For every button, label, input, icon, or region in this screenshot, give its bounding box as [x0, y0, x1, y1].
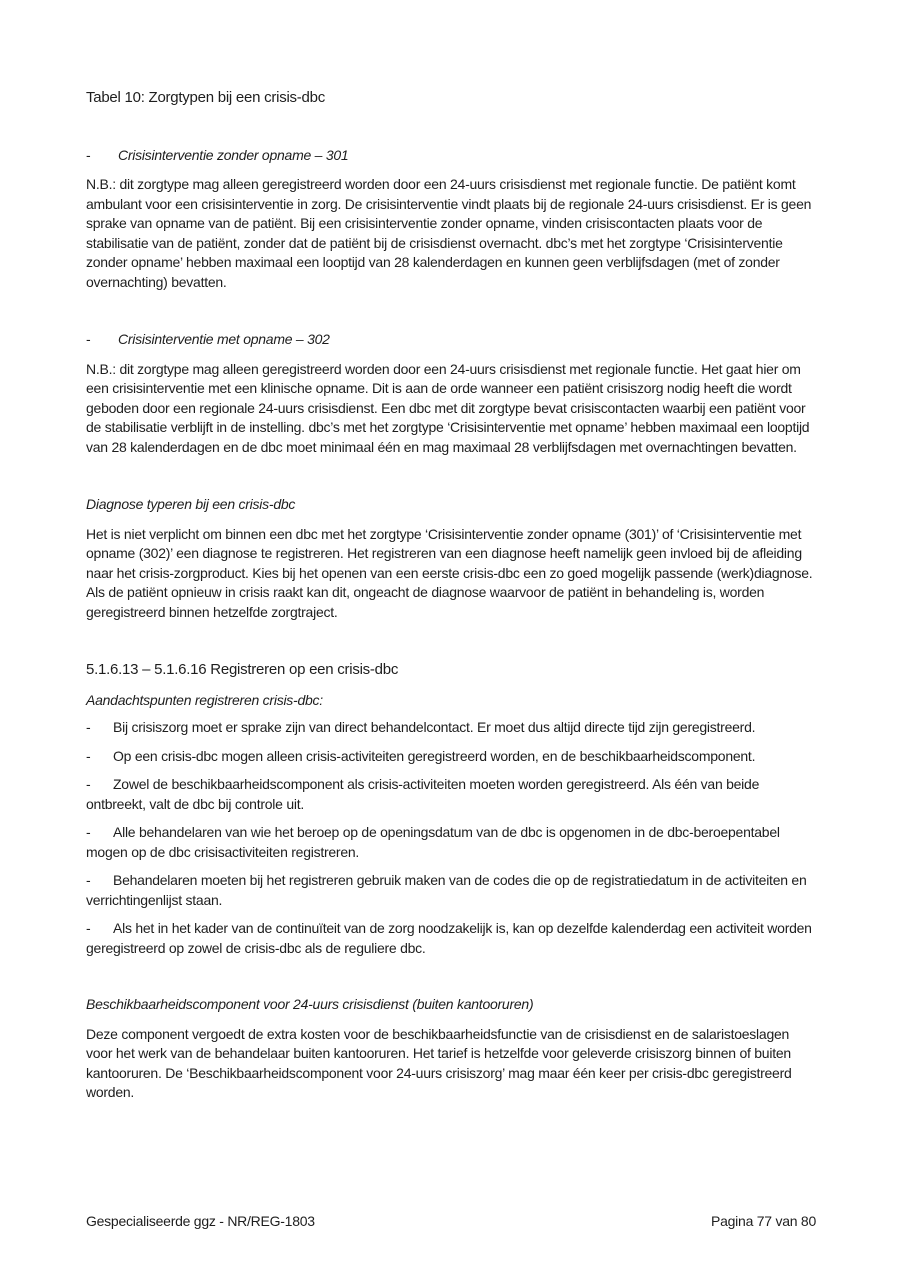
zorgtype-301-heading: [86, 146, 814, 166]
beschikbaarheid-body: Deze component vergoedt de extra kosten voor de beschikbaarheidsfunctie van de crisisdienst en de salaristoeslagen voor het werk van de behandelaar buiten kantooruren. Het tarief is hetzelfde voor geleverde crisiszorg binnen of buiten kantooruren. De ‘Beschikbaarheidscomponent voor 24-uurs crisiszorg’ mag maar één keer per crisis-dbc geregistreerd worden.: [86, 1025, 792, 1100]
zorgtype-301-heading-text: Crisisinterventie zonder opname – 301: [118, 146, 349, 163]
zorgtype-302-body: N.B.: dit zorgtype mag alleen geregistreerd worden door een 24-uurs crisisdienst met regionale functie. Het gaat hier om een crisisinterventie met een klinische opname. Dit is aan de orde wanneer een patiënt crisiszorg nodig heeft die wordt geboden door een regionale 24-uurs crisisdienst. Een dbc met dit zorgtype bevat crisiscontacten waarbij een patiënt voor de stabilisatie verblijft in de instelling. dbc’s met het zorgtype ‘Crisisinterventie met opname’ hebben maximaal een looptijd van 28 kalenderdagen en de dbc moet minimaal één en mag maximaal 28 verblijfsdagen met overnachtingen bevatten.: [86, 360, 810, 455]
list-item-text: Bij crisiszorg moet er sprake zijn van direct behandelcontact. Er moet dus altijd directe tijd zijn geregistreerd.: [113, 719, 756, 735]
list-item: [86, 775, 814, 814]
footer-document-id: Gespecialiseerde ggz - NR/REG-1803: [86, 1213, 315, 1229]
list-item: [86, 919, 814, 958]
zorgtype-302-heading: [86, 330, 814, 350]
page-content: [86, 88, 814, 1103]
list-item-text: Op een crisis-dbc mogen alleen crisis-activiteiten geregistreerd worden, en de beschikbaarheidscomponent.: [113, 747, 756, 764]
zorgtype-301-body: N.B.: dit zorgtype mag alleen geregistreerd worden door een 24-uurs crisisdienst met regionale functie. De patiënt komt ambulant voor een crisisinterventie in zorg. De crisisinterventie vindt plaats bij de regionale 24-uurs crisisdienst. Er is geen sprake van opname van de patiënt. Bij een crisisinterventie zonder opname, vinden crisiscontacten plaats voor de stabilisatie van de patiënt, zonder dat de patiënt bij de crisisdienst overnacht. dbc’s met het zorgtype ‘Crisisinterventie zonder opname’ hebben maximaal een looptijd van 28 kalenderdagen en kunnen geen verblijfsdagen (met of zonder overnachting) bevatten.: [86, 176, 812, 290]
beschikbaarheid-heading: Beschikbaarheidscomponent voor 24-uurs crisisdienst (buiten kantooruren): [86, 996, 534, 1012]
dash-marker: -: [86, 920, 91, 936]
list-item-text: Als het in het kader van de continuïteit van de zorg noodzakelijk is, kan op dezelfde kalenderdag een activiteit worden geregistreerd op zowel de crisis-dbc als de reguliere dbc.: [86, 920, 812, 956]
dash-marker: -: [86, 824, 91, 840]
registreren-bullet-list: [86, 718, 814, 958]
list-item: [86, 718, 814, 738]
dash-marker: -: [86, 872, 91, 888]
dash-marker: -: [86, 719, 91, 735]
list-item-text: Alle behandelaren van wie het beroep op de openingsdatum van de dbc is opgenomen in de dbc-beroepentabel mogen op de dbc crisisactiviteiten registreren.: [86, 824, 780, 860]
registreren-subheading: Aandachtspunten registreren crisis-dbc:: [86, 691, 323, 708]
page-footer: [86, 1213, 816, 1229]
dash-marker: -: [86, 747, 91, 764]
registreren-section-heading: 5.1.6.13 – 5.1.6.16 Registreren op een crisis-dbc: [86, 661, 399, 678]
list-item: [86, 747, 814, 767]
diagnose-body: Het is niet verplicht om binnen een dbc met het zorgtype ‘Crisisinterventie zonder opname (301)’ of ‘Crisisinterventie met opname (302)’ een diagnose te registreren. Het registreren van een diagnose heeft namelijk geen invloed bij de afleiding naar het crisis-zorgproduct. Kies bij het openen van een eerste crisis-dbc een zo goed mogelijk passende (werk)diagnose. Als de patiënt opnieuw in crisis raakt kan dit, ongeacht de diagnose waarvoor de patiënt in behandeling is, worden geregistreerd binnen hetzelfde zorgtraject.: [86, 525, 813, 620]
list-item-text: Behandelaren moeten bij het registreren gebruik maken van de codes die op de registratiedatum in de activiteiten en verrichtingenlijst staan.: [86, 872, 807, 908]
dash-marker: -: [86, 331, 91, 347]
dash-marker: -: [86, 146, 91, 163]
table-caption: Tabel 10: Zorgtypen bij een crisis-dbc: [86, 89, 325, 106]
footer-page-number: Pagina 77 van 80: [711, 1213, 816, 1229]
list-item-text: Zowel de beschikbaarheidscomponent als crisis-activiteiten moeten worden geregistreerd. Als één van beide ontbreekt, valt de dbc bij controle uit.: [86, 776, 760, 812]
list-item: [86, 823, 814, 862]
zorgtype-302-heading-text: Crisisinterventie met opname – 302: [118, 331, 330, 347]
diagnose-heading: Diagnose typeren bij een crisis-dbc: [86, 496, 296, 512]
list-item: [86, 871, 814, 910]
dash-marker: -: [86, 776, 91, 792]
